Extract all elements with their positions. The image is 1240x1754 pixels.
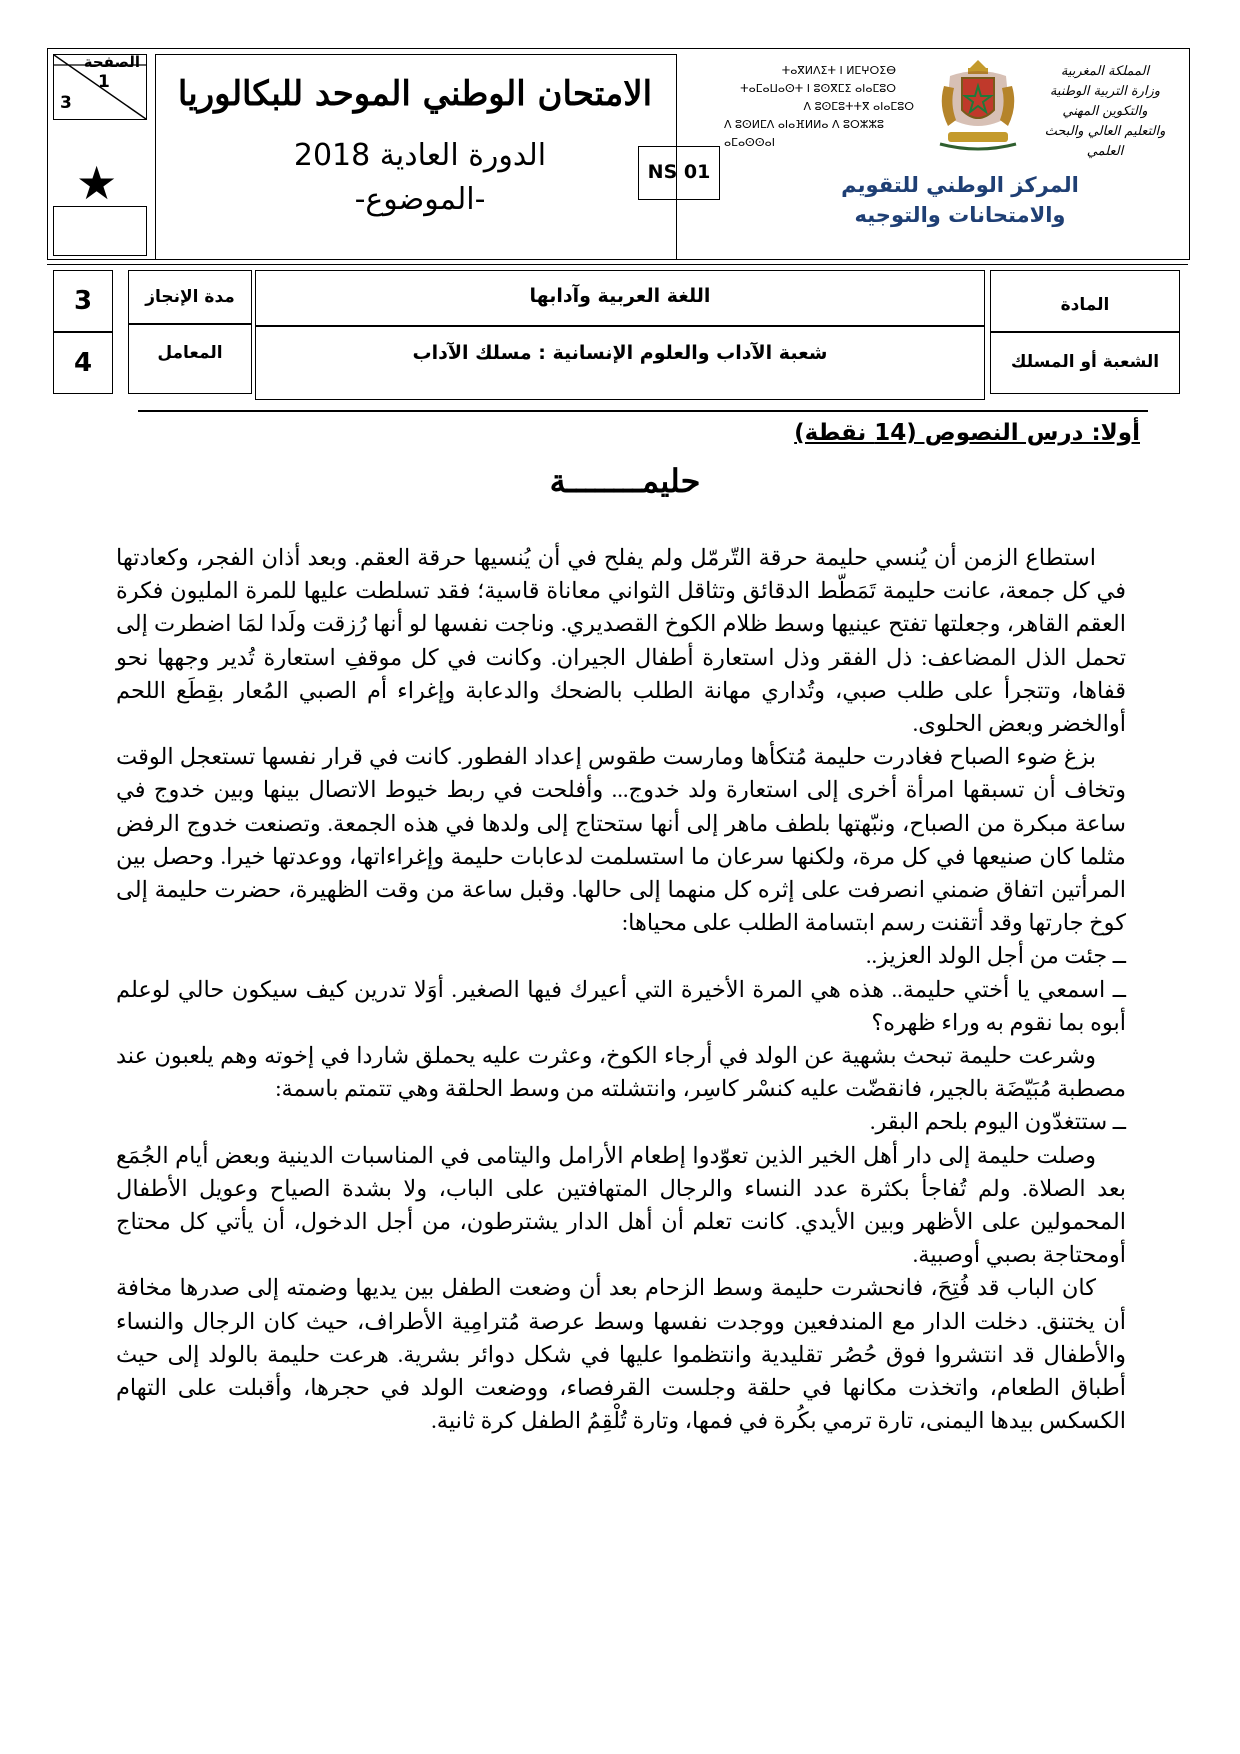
page-number-box — [53, 54, 147, 120]
dialogue-line: ــ ستتغدّون اليوم بلحم البقر. — [869, 1109, 1126, 1135]
coefficient-value: 4 — [53, 332, 113, 394]
separator-rule — [138, 410, 1148, 412]
exam-code: NS 01 — [638, 146, 720, 200]
paragraph: استطاع الزمن أن يُنسي حليمة حرقة التّرمّل ولم يفلح في أن يُنسيها حرقة العقم. وبعد أذان الفجر، وكعادتها في كل جمعة، عانت حليمة تَمَطّط الدقائق وتثاقل الثواني معاناة قاسية؛ فقد تسلطت عليها للمرة المليون فكرة العقم القاهر، وجعلتها تفتح عينيها وسط ظلام الكوخ القصديري. وناجت نفسها لو أنها رُزقت ولَدا لمَا اضطرت إلى تحمل الذل المضاعف: ذل الفقر وذل استعارة أطفال الجيران. وكانت في كل موقفِ استعارة تُدير وجهها نحو قفاها، وتتجرأ على طلب صبي، وتُداري مهانة الطلب بالضحك والدعابة وإغراء أم الصبي المُعار بقِطَع اللحم أوالخضر وبعض الحلوى. — [116, 545, 1126, 737]
ministry-line: والتكوين المهني — [1062, 104, 1148, 119]
paragraph: وشرعت حليمة تبحث بشهية عن الولد في أرجاء الكوخ، وعثرت عليه يحملق شاردا في إخوته وهم يلعبون عند مصطبة مُبَيّضَة بالجير، فانقضّت عليه كنسْر كاسِر، وانتشلته من وسط الحلقة وهي تتمتم باسمة: — [116, 1043, 1126, 1102]
coat-of-arms-icon — [930, 56, 1026, 156]
ministry-name — [1030, 62, 1180, 162]
blank-box — [53, 206, 147, 256]
table-top-rule — [47, 264, 1188, 266]
paragraph: وصلت حليمة إلى دار أهل الخير الذين تعوّدوا إطعام الأرامل واليتامى في المناسبات الدينية وبعض أيام الجُمَع بعد الصلاة. ولم تُفاجأ بكثرة عدد النساء والرجال المتهافتين على الباب، ولا بشدة الصياح وعويل الأطفال المحمولين على الأظهر وبين الأيدي. كانت تعلم أن أهل الدار يشترطون، من أجل الدخول، أن يأتي كل محتاج أومحتاجة بصبي أوصبية. — [116, 1142, 1126, 1268]
subject-value: اللغة العربية وآدابها — [255, 270, 985, 326]
tifinagh-line: ⵜⴰⵎⴰⵡⴰⵙⵜ ⵏ ⵓⵙⴳⵎⵉ ⴰⵏⴰⵎⵓⵔ — [740, 82, 896, 95]
dialogue-line: ــ اسمعي يا أختي حليمة.. هذه هي المرة الأخيرة التي أعيرك فيها الصغير. أوَلا تدرين كيف سيكون حالي لوعلم أبوه بما نقوم به وراء ظهره؟ — [116, 976, 1126, 1035]
tifinagh-line: ⴷ ⵓⵙⵎⵓⵜⵜⴳ ⴰⵏⴰⵎⵓⵔ — [803, 100, 914, 113]
duration-label: مدة الإنجاز — [128, 270, 252, 324]
text-title: حليمــــــــة — [549, 462, 701, 500]
coefficient-label: المعامل — [128, 324, 252, 394]
dialogue-line: ــ جئت من أجل الولد العزيز.. — [865, 943, 1126, 969]
tifinagh-line: ⴷ ⵓⵙⵍⵎⴷ ⴰⵏⴰⴼⵍⵍⴰ ⴷ ⵓⵔⵣⵣⵓ ⴰⵎⴰⵙⵙⴰⵏ — [724, 118, 885, 149]
ministry-line: المملكة المغربية — [1060, 64, 1150, 79]
subject-word: -الموضوع- — [354, 182, 486, 217]
section-title: أولا: درس النصوص (14 نقطة) — [794, 420, 1140, 446]
star-icon: ★ — [76, 156, 118, 210]
ministry-line: والتعليم العالي والبحث العلمي — [1044, 124, 1166, 159]
exam-title: الامتحان الوطني الموحد للبكالوريا — [177, 74, 653, 114]
tifinagh-ministry-text — [724, 62, 924, 152]
page-label: الصفحة — [83, 54, 140, 71]
tifinagh-line: ⵜⴰⴳⵍⴷⵉⵜ ⵏ ⵍⵎⵖⵔⵉⴱ — [781, 64, 896, 77]
subject-key: المادة — [990, 270, 1180, 332]
evaluation-center-name: المركز الوطني للتقويم والامتحانات والتوجيه — [841, 173, 1079, 227]
page-total: 3 — [60, 93, 72, 113]
reading-text — [116, 541, 1126, 1437]
track-key: الشعبة أو المسلك — [990, 332, 1180, 394]
session-label: الدورة العادية 2018 — [293, 138, 547, 173]
track-value: شعبة الآداب والعلوم الإنسانية : مسلك الآداب — [255, 326, 985, 400]
duration-value: 3 — [53, 270, 113, 332]
paragraph: كان الباب قد فُتِحَ، فانحشرت حليمة وسط الزحام بعد أن وضعت الطفل بين يديها وضمته إلى صدرها مخافة أن يختنق. دخلت الدار مع المندفعين ووجدت نفسها وسط عرصة مُترامِية الأطراف، حيث كان الرجال والنساء والأطفال قد انتشروا فوق حُصُر تقليدية وانتظموا عليها في شكل دوائر بشرية. هرعت حليمة بالولد إلى حيث أطباق الطعام، واتخذت مكانها في حلقة وجلست القرفصاء، ووضعت الولد في حجرها، وأقبلت على التهام الكسكس بيدها اليمنى، تارة ترمي بكُرة في فمها، وتارة تُلْقِمُ الطفل كرة ثانية. — [116, 1275, 1126, 1434]
ministry-line: وزارة التربية الوطنية — [1049, 84, 1161, 99]
paragraph: بزغ ضوء الصباح فغادرت حليمة مُتكأها ومارست طقوس إعداد الفطور. كانت في قرار نفسها تستعجل الوقت وتخاف أن تسبقها امرأة أخرى إلى استعارة ولد خدوج... وأفلحت في ربط خيوط الاتصال بينها وبين خدوج في ساعة مبكرة من الصباح، ونبّهتها بلطف ماهر إلى أنها ستحتاج إلى ولدها في هذه الجمعة. وتصنعت خدوج الرفض مثلما كان صنيعها في كل مرة، ولكنها سرعان ما استسلمت لدعابات حليمة وإغراءاتها، ووعدتها خيرا. وحصل بين المرأتين اتفاق ضمني انصرفت على إثره كل منهما إلى حالها. وقبل ساعة من وقت الظهيرة، حضرت حليمة إلى كوخ جارتها وقد أتقنت رسم ابتسامة الطلب على محياها: — [116, 744, 1126, 936]
page-current: 1 — [98, 72, 110, 92]
